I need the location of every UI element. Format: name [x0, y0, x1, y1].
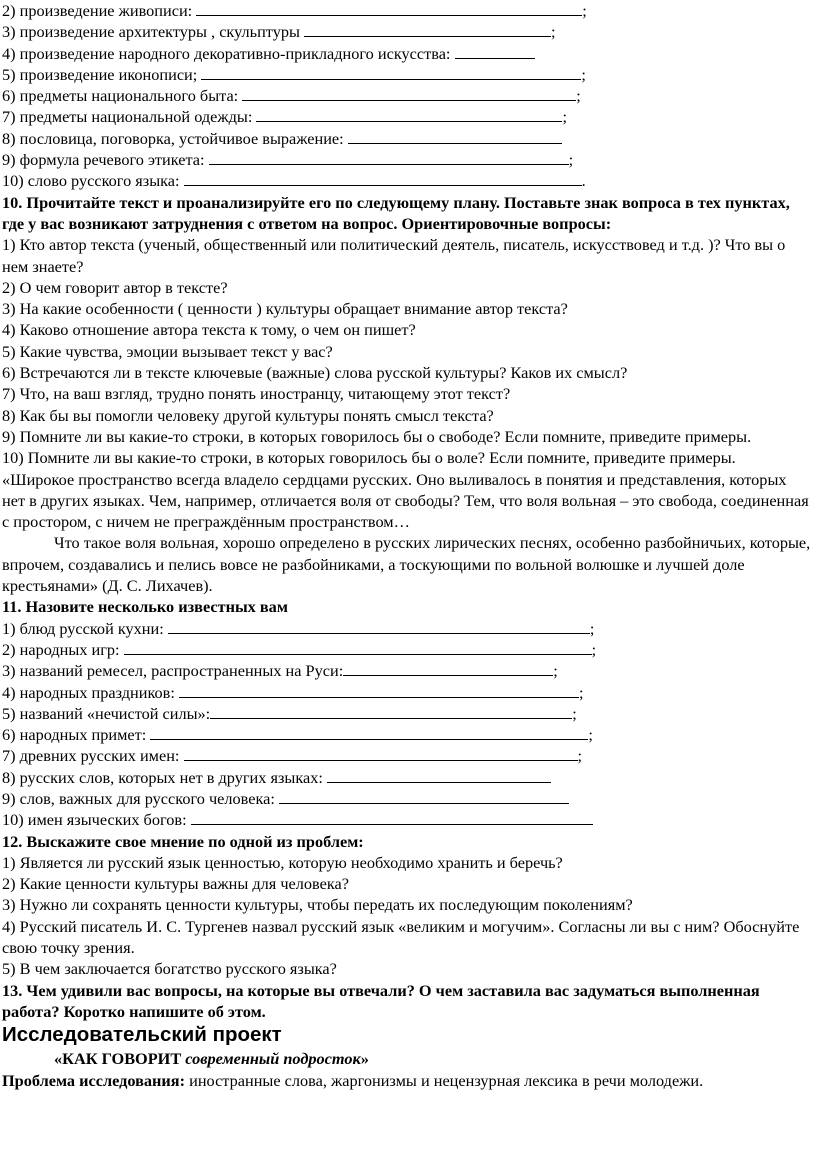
- list-item: [2, 703, 812, 724]
- answer-blank[interactable]: [196, 1, 582, 16]
- item-end: ;: [589, 618, 595, 638]
- item-end: ;: [577, 746, 583, 766]
- answer-blank[interactable]: [209, 150, 569, 165]
- question-item: 3) Нужно ли сохранять ценности культуры, чтобы передать их последующим поколениям?: [2, 895, 633, 915]
- answer-blank[interactable]: [210, 704, 572, 719]
- question-item: 4) Русский писатель И. С. Тургенев назвал русский язык «великим и могучим». Согласны ли вы с ним? Обоснуйте свою точку зрения.: [2, 916, 800, 958]
- item-end: ;: [591, 639, 597, 659]
- item-end: ;: [576, 86, 581, 106]
- question-item: 5) В чем заключается богатство русского языка?: [2, 959, 337, 979]
- question-item: 8) Как бы вы помогли человеку другой культуры понять смысл текста?: [2, 405, 494, 425]
- task-12: [2, 831, 812, 980]
- problem-label: Проблема исследования:: [2, 1071, 186, 1091]
- item-end: ;: [551, 22, 556, 42]
- item-text: 3) названий ремесел, распространенных на Руси:: [2, 661, 344, 681]
- answer-blank[interactable]: [348, 129, 562, 144]
- item-text: 9) формула речевого этикета:: [2, 150, 205, 170]
- quote-paragraph: Что такое воля вольная, хорошо определено в русских лирических песнях, особенно разбойничьих, которые, впрочем, создавались и пелись вовсе не разбойниками, а тоскующими по вольной волюшке и лучшей доле крестьянами» (Д. С. Лихачев).: [2, 533, 811, 596]
- answer-blank[interactable]: [201, 65, 581, 80]
- answer-blank[interactable]: [304, 22, 551, 37]
- task-11: [2, 596, 812, 830]
- answer-blank[interactable]: [179, 683, 579, 698]
- task-10: [2, 192, 812, 597]
- answer-blank[interactable]: [242, 86, 576, 101]
- question-item: 2) Какие ценности культуры важны для человека?: [2, 874, 349, 894]
- worksheet-page: [2, 0, 812, 1092]
- list-item: [2, 745, 812, 766]
- project-title: Исследовательский проект: [2, 1023, 282, 1047]
- subtitle-part: «КАК ГОВОРИТ: [54, 1049, 186, 1069]
- item-end: ;: [588, 725, 593, 745]
- project-subtitle: [2, 1048, 812, 1070]
- item-text: 6) народных примет:: [2, 725, 147, 745]
- question-item: 10) Помните ли вы какие-то строки, в которых говорилось бы о воле? Если помните, приведите примеры.: [2, 448, 736, 468]
- item-text: 1) блюд русской кухни:: [2, 618, 164, 638]
- answer-blank[interactable]: [343, 661, 553, 676]
- list-item: [2, 724, 812, 745]
- list-item: [2, 809, 812, 830]
- list-item: [2, 64, 812, 85]
- item-end: ;: [553, 661, 558, 681]
- item-text: 10) слово русского языка:: [2, 171, 180, 191]
- list-item: [2, 0, 812, 21]
- list-item: [2, 170, 812, 191]
- item-text: 7) предметы национальной одежды:: [2, 107, 253, 127]
- list-item: [2, 85, 812, 106]
- list-item: [2, 682, 812, 703]
- list-item: [2, 618, 812, 639]
- question-item: 5) Какие чувства, эмоции вызывает текст у вас?: [2, 341, 333, 361]
- list-item: [2, 639, 812, 660]
- quote-paragraph: «Широкое пространство всегда владело сердцами русских. Оно выливалось в понятия и представления, которых нет в других языках. Чем, например, отличается воля от свободы? Тем, что воля вольная – это свобода, соединенная с простором, с ничем не преграждённым пространством…: [2, 469, 809, 532]
- question-item: 3) На какие особенности ( ценности ) культуры обращает внимание автор текста?: [2, 299, 568, 319]
- item-end: ;: [578, 682, 584, 702]
- list-item: [2, 660, 812, 681]
- list-item: [2, 788, 812, 809]
- question-item: 9) Помните ли вы какие-то строки, в которых говорилось бы о свободе? Если помните, приведите примеры.: [2, 426, 752, 446]
- list-item: [2, 43, 812, 64]
- answer-blank[interactable]: [191, 810, 593, 825]
- item-text: 2) произведение живописи:: [2, 1, 193, 20]
- question-item: 1) Кто автор текста (ученый, общественный или политический деятель, писатель, искусствовед и т.д. )? Что вы о нем знаете?: [2, 235, 786, 276]
- item-end: .: [581, 171, 586, 191]
- question-item: 7) Что, на ваш взгляд, трудно понять иностранцу, читающему этот текст?: [2, 384, 511, 404]
- question-item: 1) Является ли русский язык ценностью, которую необходимо хранить и беречь?: [2, 852, 563, 872]
- task-heading: 11. Назовите несколько известных вам: [2, 597, 288, 617]
- answer-blank[interactable]: [327, 768, 551, 783]
- project-problem: [2, 1070, 812, 1091]
- item-text: 4) народных праздников:: [2, 682, 175, 702]
- list-item: [2, 128, 812, 149]
- item-text: 8) пословица, поговорка, устойчивое выражение:: [2, 128, 344, 148]
- answer-blank[interactable]: [150, 725, 588, 740]
- question-item: 2) О чем говорит автор в тексте?: [2, 277, 228, 297]
- task-heading: 10. Прочитайте текст и проанализируйте его по следующему плану. Поставьте знак вопроса в тех пунктах, где у вас возникают затруднения с ответом на вопрос. Ориентировочные вопросы:: [2, 192, 790, 233]
- item-text: 5) названий «нечистой силы»:: [2, 703, 211, 723]
- item-text: 3) произведение архитектуры , скульптуры: [2, 22, 300, 42]
- problem-text: иностранные слова, жаргонизмы и нецензурная лексика в речи молодежи.: [185, 1071, 704, 1091]
- item-end: ;: [562, 107, 567, 127]
- answer-blank[interactable]: [455, 44, 535, 59]
- item-text: 5) произведение иконописи;: [2, 64, 198, 84]
- answer-blank[interactable]: [279, 789, 569, 804]
- answer-blank[interactable]: [184, 171, 582, 186]
- list-a: [2, 0, 812, 192]
- list-item: [2, 767, 812, 788]
- list-item: [2, 149, 812, 170]
- item-end: ;: [581, 64, 586, 84]
- task-heading: 12. Выскажите свое мнение по одной из проблем:: [2, 831, 364, 851]
- answer-blank[interactable]: [124, 640, 592, 655]
- item-text: 4) произведение народного декоративно-прикладного искусства:: [2, 43, 451, 63]
- subtitle-part: »: [360, 1049, 369, 1069]
- item-text: 7) древних русских имен:: [2, 746, 180, 766]
- question-item: 4) Каково отношение автора текста к тому, о чем он пишет?: [2, 320, 416, 340]
- research-project: [2, 1022, 812, 1091]
- subtitle-italic: современный подросток: [185, 1049, 361, 1069]
- item-end: ;: [582, 1, 587, 20]
- list-item: [2, 21, 812, 42]
- answer-blank[interactable]: [168, 619, 590, 634]
- task-heading: 13. Чем удивили вас вопросы, на которые вы отвечали? О чем заставила вас задуматься выполненная работа? Коротко напишите об этом.: [2, 980, 760, 1021]
- item-text: 6) предметы национального быта:: [2, 86, 239, 106]
- task-13: [2, 980, 812, 1023]
- answer-blank[interactable]: [184, 746, 578, 761]
- item-text: 8) русских слов, которых нет в других языках:: [2, 767, 323, 787]
- item-text: 10) имен языческих богов:: [2, 810, 187, 830]
- question-item: 6) Встречаются ли в тексте ключевые (важные) слова русской культуры? Каков их смысл?: [2, 363, 628, 383]
- item-text: 9) слов, важных для русского человека:: [2, 788, 275, 808]
- item-text: 2) народных игр:: [2, 639, 120, 659]
- answer-blank[interactable]: [256, 107, 562, 122]
- item-end: ;: [572, 703, 577, 723]
- list-item: [2, 106, 812, 127]
- item-end: ;: [568, 150, 574, 170]
